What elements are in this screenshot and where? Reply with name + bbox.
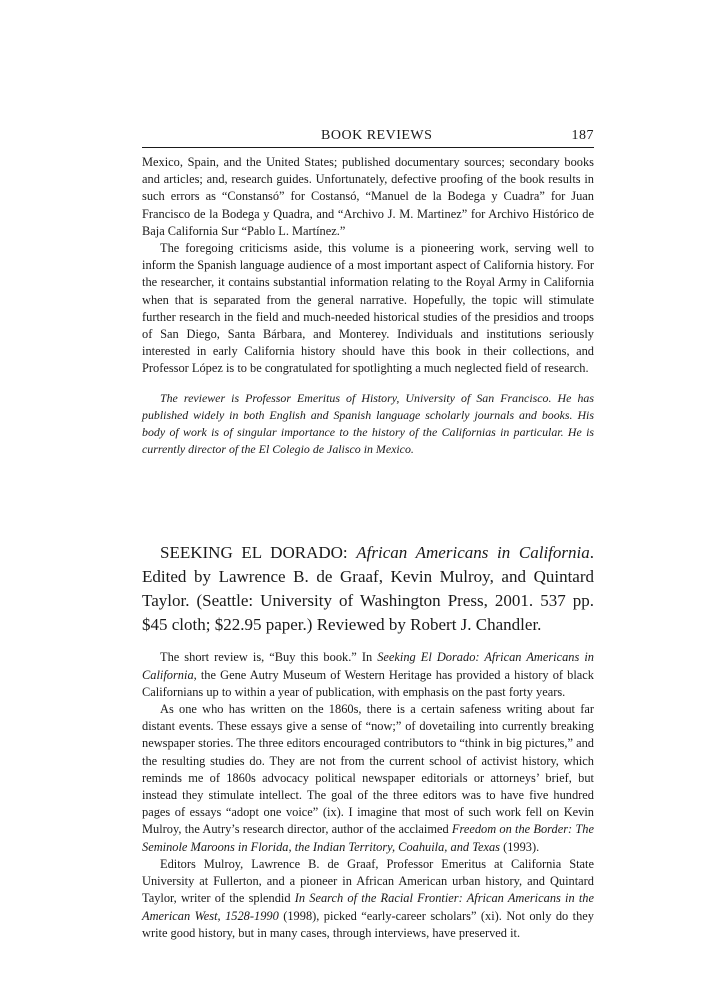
text-run: The short review is, “Buy this book.” In [160, 650, 378, 665]
second-review-paragraph-1 [142, 649, 594, 701]
running-head-title: BOOK REVIEWS [321, 128, 433, 143]
running-head [142, 128, 594, 148]
text-run: Editors Mulroy, Lawrence B. de Graaf, Professor Emeritus at California State University at Fullerton, and a pioneer in African American urban history, and Quintard Taylor, writer of the splendid [142, 856, 594, 906]
text-run: , the Gene Autry Museum of Western Heritage has provided a history of black Californians up to within a year of publication, with emphasis on the past forty years. [142, 667, 594, 699]
italic-title: Seeking El Dorado: African Americans in California [142, 650, 594, 682]
text-run: (1998), picked “early-career scholars” (xi). Not only do they write good history, but in many cases, through interviews, have preserved it. [142, 908, 594, 940]
page-content [142, 128, 594, 942]
italic-title: Freedom on the Border: The Seminole Maroons in Florida, the Indian Territory, Coahuila, and Texas [142, 822, 594, 854]
reviewer-bio-text: The reviewer is Professor Emeritus of History, University of San Francisco. He has published widely in both English and Spanish language scholarly journals and books. His body of work is of singular importance to the history of the Californias in particular. He is currently director of the El Colegio de Jalisco in Mexico. [142, 390, 594, 457]
reviewer-bio [142, 390, 594, 459]
book-subtitle: African Americans in California [356, 543, 590, 563]
first-review-paragraph-2: The foregoing criticisms aside, this volume is a pioneering work, serving well to inform the Spanish language audience of a most important aspect of California history. For the researcher, it contains substantial information relating to the Royal Army in California when that is separated from the general narrative. Hopefully, the topic will stimulate further research in the field and much-needed historical studies of the presidios and troops of San Diego, Santa Bárbara, and Monterey. Individuals and institutions seriously interested in early California history should have this book in their collections, and Professor López is to be congratulated for spotlighting a much neglected field of research. [142, 241, 594, 376]
second-review-heading [142, 541, 594, 637]
italic-title: In Search of the Racial Frontier: African Americans in the American West, 1528-1990 [142, 891, 594, 923]
page-number: 187 [571, 128, 594, 143]
text-run: (1993). [499, 839, 540, 854]
second-review-paragraph-3 [142, 856, 594, 942]
book-citation: . Edited by Lawrence B. de Graaf, Kevin Mulroy, and Quintard Taylor. (Seattle: University of Washington Press, 2001. 537 pp. $45 cloth; $22.95 paper.) Reviewed by Robert J. Chandler. [142, 543, 594, 635]
text-run: As one who has written on the 1860s, there is a certain safeness writing about far distant events. These essays give a sense of “now;” of dovetailing into currently breaking newspaper stories. The three editors encouraged contributors to “think in big pictures,” and the resulting studies do. They are not from the current school of activist history, which reminds me of 1860s advocacy political newspaper editorials or attorneys’ brief, but instead they stimulate intellect. The goal of the three editors was to have five hundred pages of essays “adopt one voice” (ix). I imagine that most of such work fell on Kevin Mulroy, the Autry’s research director, author of the acclaimed [142, 702, 594, 837]
second-review-paragraph-2 [142, 701, 594, 856]
first-review-paragraph-1: Mexico, Spain, and the United States; published documentary sources; secondary books and articles; and, research guides. Unfortunately, defective proofing of the book results in such errors as “Constansó” for Costansó, “Manuel de la Bodega y Cuadra” for Juan Francisco de la Bodega y Quadra, and “Archivo J. M. Martinez” for Archivo Histórico de Baja California Sur “Pablo L. Martínez.” [142, 155, 594, 238]
book-title: SEEKING EL DORADO: [160, 543, 348, 563]
